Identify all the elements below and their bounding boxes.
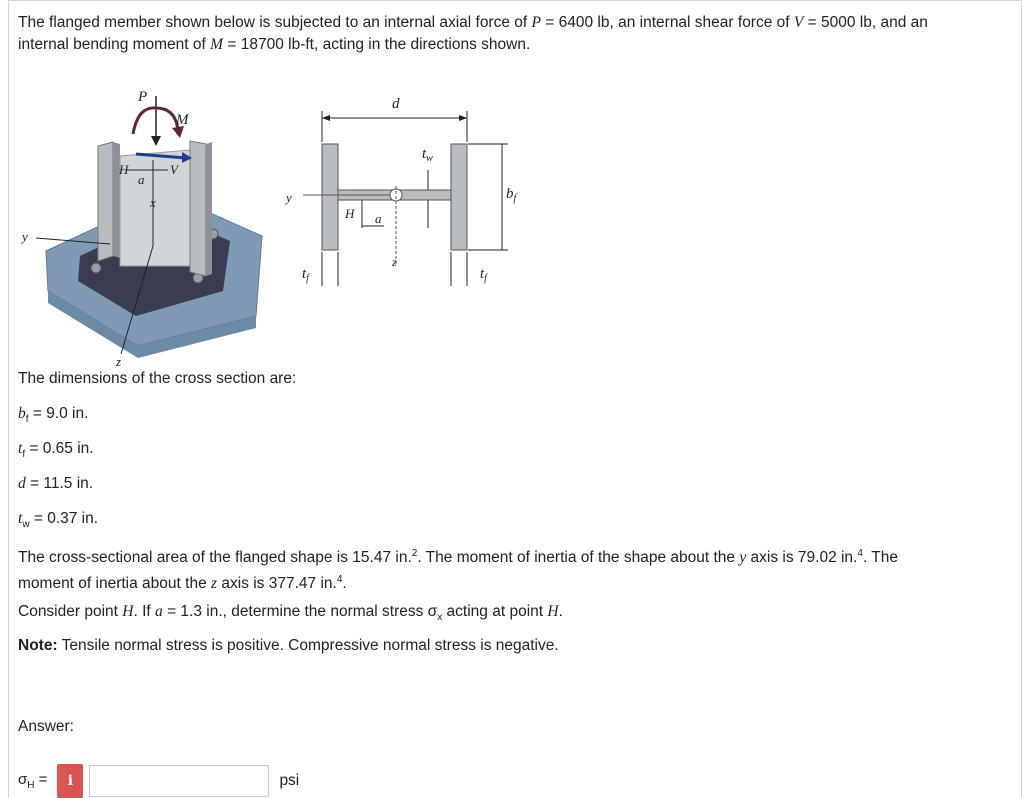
- label-y-3d: y: [22, 229, 28, 244]
- stress-answer-input[interactable]: [89, 765, 269, 797]
- flanged-member-figure: [18, 86, 518, 371]
- label-a-3d: a: [138, 172, 145, 187]
- label-tf-right: $t_f$: [480, 266, 487, 284]
- dim-bf: $b_f = 9.0$ in.: [18, 405, 89, 426]
- label-z-section: z: [392, 255, 397, 269]
- answer-symbol: $\sigma_H$ =: [18, 771, 48, 791]
- dim-tw: $t_w = 0.37$ in.: [18, 510, 99, 531]
- label-a-section: a: [375, 211, 382, 226]
- unit-label: psi: [279, 772, 300, 789]
- question-text: Consider point H. If a = 1.3 in., determine the normal stress $\sigma_x$ acting at point H.: [18, 603, 563, 624]
- problem-intro: The flanged member shown below is subjected to an internal axial force of P = 6400 lb, an internal shear force of V = 5000 lb, and an internal bending moment of M = 18700 lb-ft, acting in the directions shown.: [18, 14, 928, 53]
- label-tf-left: $t_f$: [302, 266, 309, 284]
- answer-row: [18, 764, 299, 798]
- label-z-3d: z: [116, 354, 122, 369]
- label-V: V: [170, 162, 178, 177]
- label-x: x: [150, 195, 156, 210]
- label-bf: $b_f$: [506, 186, 517, 204]
- dim-tf: $t_f = 0.65$ in.: [18, 440, 94, 461]
- answer-label: Answer:: [18, 718, 74, 735]
- label-M: M: [176, 112, 189, 128]
- section-properties: The cross-sectional area of the flanged shape is 15.47 in.$^2$. The moment of inertia of the shape about the y axis is 79.02 in.$^4$. The moment of inertia about the z axis is 377.47 in.$^4$.: [18, 548, 898, 593]
- cross-section: [303, 111, 508, 286]
- label-H-section: H: [345, 206, 355, 221]
- label-P: P: [138, 89, 148, 105]
- dimensions-heading: The dimensions of the cross section are:: [18, 370, 297, 387]
- label-tw: $t_w$: [422, 146, 433, 164]
- note-text: Note: Tensile normal stress is positive. Compressive normal stress is negative.: [18, 637, 559, 654]
- label-H-3d: H: [119, 162, 129, 177]
- label-d: d: [392, 96, 400, 112]
- label-y-section: y: [286, 190, 292, 205]
- dim-d: d = 11.5 in.: [18, 475, 94, 492]
- info-icon[interactable]: i: [57, 764, 83, 798]
